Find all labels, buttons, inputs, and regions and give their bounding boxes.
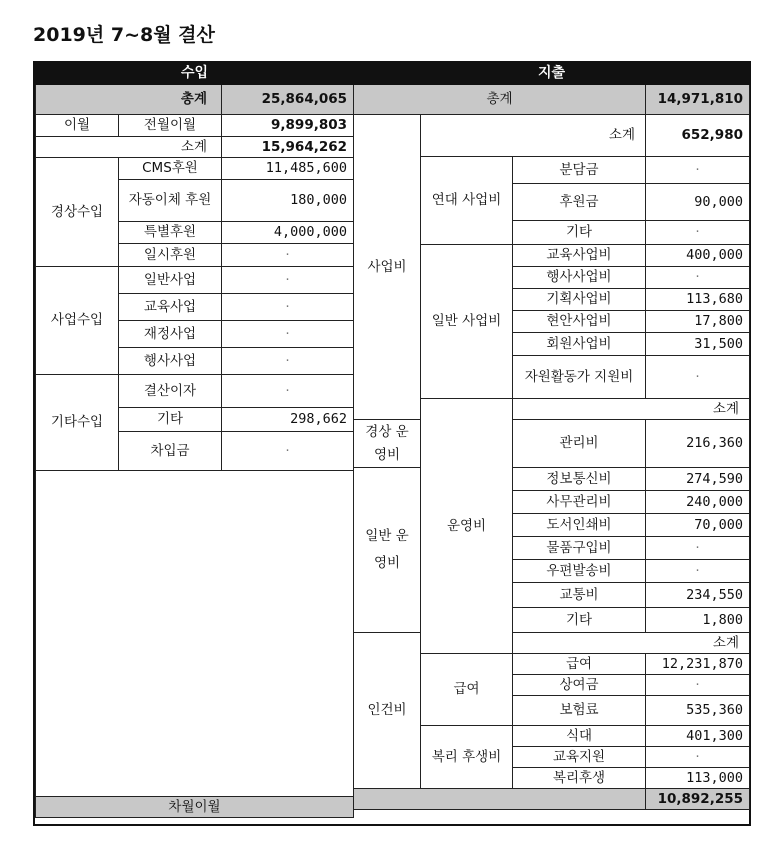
expense-item-value: · <box>646 157 750 184</box>
expense-item-value: · <box>646 221 750 245</box>
personnel-expense-label: 인건비 <box>354 633 421 789</box>
expense-item-value: 535,360 <box>646 696 750 726</box>
expense-item-name: 기획사업비 <box>513 289 646 311</box>
carryover-group-label: 이월 <box>36 115 119 137</box>
other-income-label: 기타수입 <box>36 375 119 471</box>
business-subtotal-value: 652,980 <box>646 115 750 157</box>
income-item-value: · <box>222 267 354 294</box>
expense-item-value: · <box>646 537 750 560</box>
income-item-value: 11,485,600 <box>222 158 354 180</box>
income-item-name: 행사사업 <box>119 348 222 375</box>
expense-item-name: 식대 <box>513 726 646 747</box>
income-item-value: · <box>222 294 354 321</box>
expense-item-value: 12,231,870 <box>646 654 750 675</box>
income-item-name: 기타 <box>119 408 222 432</box>
expense-item-value: 31,500 <box>646 333 750 356</box>
expense-item-name: 우편발송비 <box>513 560 646 583</box>
expense-total-value: 14,971,810 <box>646 85 750 115</box>
expense-item-name: 상여금 <box>513 675 646 696</box>
prev-month-label: 전월이월 <box>119 115 222 137</box>
expense-item-name: 복리후생 <box>513 768 646 789</box>
expense-section <box>353 63 749 824</box>
expense-table <box>353 63 750 810</box>
expense-item-name: 행사사업비 <box>513 267 646 289</box>
expense-item-value: 234,550 <box>646 583 750 608</box>
expense-item-value: 70,000 <box>646 514 750 537</box>
expense-item-name: 보험료 <box>513 696 646 726</box>
expense-item-value: · <box>646 675 750 696</box>
expense-item-value: · <box>646 267 750 289</box>
income-item-value: 180,000 <box>222 180 354 222</box>
income-subtotal-value: 15,964,262 <box>222 137 354 158</box>
income-item-value: 4,000,000 <box>222 222 354 244</box>
expense-item-value: · <box>646 356 750 399</box>
income-total-value: 25,864,065 <box>222 85 354 115</box>
expense-item-value: 113,000 <box>646 768 750 789</box>
expense-item-name: 물품구입비 <box>513 537 646 560</box>
business-income-label: 사업수입 <box>36 267 119 375</box>
expense-item-value: 1,800 <box>646 608 750 633</box>
expense-item-name: 후원금 <box>513 184 646 221</box>
salary-group-label: 급여 <box>421 654 513 726</box>
income-item-value: · <box>222 432 354 471</box>
income-header: 수입 <box>36 64 354 85</box>
income-item-name: 자동이체 후원 <box>119 180 222 222</box>
expense-item-name: 정보통신비 <box>513 468 646 491</box>
expense-header: 지출 <box>354 64 750 85</box>
income-item-value: · <box>222 375 354 408</box>
income-total-label: 총계 <box>36 85 222 115</box>
regular-operating-label: 경상 운영비 <box>354 420 421 468</box>
income-item-name: 특별후원 <box>119 222 222 244</box>
expense-item-name: 급여 <box>513 654 646 675</box>
general-business-label: 일반 사업비 <box>421 245 513 399</box>
income-item-name: 차입금 <box>119 432 222 471</box>
expense-total-label: 총계 <box>354 85 646 115</box>
solidarity-expense-label: 연대 사업비 <box>421 157 513 245</box>
income-item-name: 결산이자 <box>119 375 222 408</box>
expense-item-name: 자원활동가 지원비 <box>513 356 646 399</box>
income-blank-area <box>36 471 354 797</box>
income-item-value: · <box>222 321 354 348</box>
expense-item-value: 17,800 <box>646 311 750 333</box>
operating-expense-label: 운영비 <box>421 399 513 654</box>
expense-item-value: 274,590 <box>646 468 750 491</box>
business-expense-label: 사업비 <box>354 115 421 420</box>
expense-item-value: 216,360 <box>646 420 750 468</box>
expense-item-name: 사무관리비 <box>513 491 646 514</box>
expense-item-name: 기타 <box>513 221 646 245</box>
expense-item-name: 현안사업비 <box>513 311 646 333</box>
expense-item-name: 분담금 <box>513 157 646 184</box>
general-operating-label: 일반 운영비 <box>354 468 421 633</box>
expense-item-value: 90,000 <box>646 184 750 221</box>
expense-item-value: · <box>646 560 750 583</box>
expense-item-name: 관리비 <box>513 420 646 468</box>
page-title: 2019년 7~8월 결산 <box>33 24 215 46</box>
expense-item-name: 기타 <box>513 608 646 633</box>
income-item-name: 일반사업 <box>119 267 222 294</box>
expense-item-value: 400,000 <box>646 245 750 267</box>
regular-income-label: 경상수입 <box>36 158 119 267</box>
expense-item-name: 교육사업비 <box>513 245 646 267</box>
prev-month-value: 9,899,803 <box>222 115 354 137</box>
business-subtotal-label: 소계 <box>421 115 646 157</box>
carry-next-blank <box>354 789 646 810</box>
welfare-group-label: 복리 후생비 <box>421 726 513 789</box>
expense-item-value: 401,300 <box>646 726 750 747</box>
income-subtotal-label: 소계 <box>36 137 222 158</box>
income-item-name: 일시후원 <box>119 244 222 267</box>
income-item-value: · <box>222 244 354 267</box>
income-table <box>35 63 354 818</box>
carry-next-value: 10,892,255 <box>646 789 750 810</box>
personnel-subtotal-label: 소계 <box>513 633 750 654</box>
income-item-value: · <box>222 348 354 375</box>
operating-subtotal-label: 소계 <box>513 399 750 420</box>
expense-item-name: 회원사업비 <box>513 333 646 356</box>
income-item-value: 298,662 <box>222 408 354 432</box>
expense-item-name: 도서인쇄비 <box>513 514 646 537</box>
income-item-name: 교육사업 <box>119 294 222 321</box>
income-section <box>35 63 353 824</box>
expense-item-value: 113,680 <box>646 289 750 311</box>
expense-item-value: · <box>646 747 750 768</box>
expense-item-value: 240,000 <box>646 491 750 514</box>
settlement-table <box>33 61 751 826</box>
income-item-name: CMS후원 <box>119 158 222 180</box>
expense-item-name: 교육지원 <box>513 747 646 768</box>
expense-item-name: 교통비 <box>513 583 646 608</box>
income-item-name: 재정사업 <box>119 321 222 348</box>
carry-next-label: 차월이월 <box>36 797 354 818</box>
